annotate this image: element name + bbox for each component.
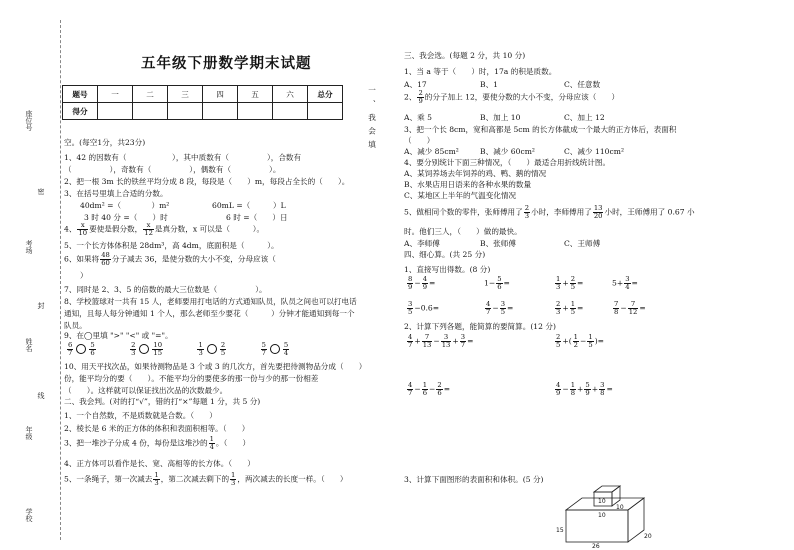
- choice-5-cont: 时。他们三人，（ ）做的最快。: [404, 227, 522, 236]
- calc-item: 5+ $\frac{3}{4}$ =: [612, 275, 638, 291]
- frac-num: 1: [573, 333, 578, 341]
- choice-5-option-a: A、李师傅: [404, 239, 440, 248]
- choice-1-option-a: A、17: [404, 80, 427, 89]
- calc-frac: [422, 334, 433, 349]
- frac-den: 5: [588, 340, 593, 349]
- cut-mark-feng: 封: [37, 302, 45, 309]
- q9-frac: [283, 342, 289, 357]
- q6-text: [64, 252, 276, 267]
- q9-frac: [130, 342, 136, 357]
- q4-text: [64, 222, 264, 237]
- frac-den: 5: [556, 340, 561, 349]
- frac-den: 3: [556, 282, 561, 291]
- j5-prefix: 5、一条绳子，第一次减去: [64, 474, 153, 484]
- calc-frac: [436, 382, 442, 397]
- name-label: 姓名: [25, 338, 33, 352]
- score-header-cell: 四: [203, 86, 238, 103]
- frac-num: 4: [556, 381, 561, 389]
- frac-den: 7: [68, 348, 73, 357]
- judge-2: 2、棱长是 6 米的正方体的体积和表面积相等。（ ）: [64, 424, 250, 433]
- frac-den: 7: [408, 388, 413, 397]
- score-cell[interactable]: [133, 103, 168, 120]
- calc-item: $\frac{2}{3}$ + $\frac{1}{5}$ =: [556, 300, 584, 316]
- c5-frac-den: 3: [524, 211, 530, 220]
- judge-5: [64, 472, 347, 487]
- q5-text: 5、一个长方体体积是 28dm³，高 4dm，底面积是（ ）。: [64, 241, 279, 250]
- q3-item-c: 3 时 40 分 =（ ）时: [84, 213, 168, 222]
- q9-frac: [261, 342, 267, 357]
- frac-num: 2: [570, 275, 576, 283]
- frac-den: 4: [283, 348, 289, 357]
- score-cell[interactable]: [168, 103, 203, 120]
- c5-frac2-num: 13: [593, 204, 603, 212]
- frac-den: 6: [497, 282, 502, 291]
- section4-heading: 四、细心算。(共 25 分): [404, 250, 486, 259]
- calc-part3-heading: 3、计算下面图形的表面积和体积。(5 分): [404, 475, 544, 484]
- calc-frac: [441, 334, 452, 349]
- q4-middle: 要使是假分数，: [89, 224, 143, 234]
- frac-num: 1: [570, 300, 576, 308]
- compare-circle[interactable]: [270, 344, 280, 354]
- q4-prefix: 4、: [64, 224, 77, 234]
- score-row-label: 得分: [63, 103, 98, 120]
- score-table-score-row: [63, 103, 343, 120]
- c5-suffix: 小时，王师傅用了 0.67 小: [604, 207, 695, 217]
- cut-mark-xian: 线: [37, 392, 45, 399]
- q4-frac2-num: x: [143, 222, 154, 230]
- frac-num: 1: [588, 333, 593, 341]
- choice-2: [404, 90, 619, 105]
- frac-num: 7: [614, 300, 619, 308]
- choice-3-option-a: A、减少 85cm²: [404, 147, 459, 156]
- choice-1-option-c: C、任意数: [564, 80, 601, 89]
- q9-frac: [220, 342, 226, 357]
- frac-den: 9: [556, 388, 561, 397]
- frac-num: 3: [460, 333, 466, 341]
- frac-num: 3: [500, 300, 506, 308]
- frac-num: 2: [131, 341, 136, 349]
- frac-num: 5: [585, 381, 590, 389]
- frac-num: 7: [628, 301, 639, 309]
- calc-frac: [599, 382, 605, 397]
- frac-num: 3: [625, 275, 630, 283]
- frac-den: 6: [437, 388, 442, 397]
- frac-den: 13: [441, 340, 451, 349]
- j5-suffix: ，两次减去的长度一样。（ ）: [237, 474, 348, 484]
- frac-den: 9: [585, 388, 590, 397]
- q4-fraction-1: [77, 222, 88, 237]
- q10-text-cont2: （ ）。这样就可以保证找出次品的次数最少。: [64, 386, 228, 395]
- frac-den: 8: [600, 388, 605, 397]
- j5-fraction-2: [230, 472, 236, 487]
- exam-room-label: 考场: [25, 240, 33, 254]
- frac-num: 3: [441, 334, 452, 342]
- frac-num: 2: [437, 381, 442, 389]
- q6-fraction: [100, 252, 111, 267]
- frac-num: 4: [408, 381, 413, 389]
- j3-frac-den: 4: [209, 442, 214, 451]
- j5-fraction-1: [153, 472, 159, 487]
- q6-frac-den: 60: [101, 258, 110, 267]
- j5-frac-num: 1: [154, 471, 159, 479]
- q3-text: 3、在括号里填上合适的分数。: [64, 189, 168, 198]
- frac-num: 1: [422, 381, 428, 389]
- calc-frac: [460, 334, 466, 349]
- fig-label-20: 20: [644, 533, 652, 540]
- frac-den: 3: [131, 348, 136, 357]
- fig-label-10a: 10: [598, 498, 606, 505]
- calc-item: $\frac{1}{3}$ + $\frac{2}{5}$ =: [556, 275, 584, 291]
- calc-frac: [628, 301, 639, 316]
- frac-den: 6: [422, 388, 428, 397]
- q9-frac: [89, 342, 95, 357]
- j5-middle: ，第二次减去剩下的: [160, 474, 230, 484]
- calc-frac: [555, 301, 561, 316]
- exam-title: 五年级下册数学期末试题: [141, 55, 312, 72]
- simplify-item-b: $\frac{2}{5}$ +( $\frac{1}{2}$ − $\frac{1}{5}$ )=: [556, 333, 605, 349]
- frac-den: 5: [570, 282, 576, 291]
- frac-num: 1: [570, 381, 576, 389]
- q8-text-cont2: 队员。: [64, 321, 87, 330]
- frac-den: 6: [90, 348, 95, 357]
- seat-number-label: 座位号: [25, 110, 33, 131]
- frac-num: 1: [556, 275, 561, 283]
- c2-prefix: 2、: [404, 92, 417, 102]
- q3-item-b: 60mL =（ ）L: [212, 201, 286, 210]
- calc-frac: [555, 334, 561, 349]
- q8-text: 8、学校篮球对一共有 15 人，老师要用打电话的方式通知队员，队员之间也可以打电话: [64, 297, 357, 306]
- q9-item: [260, 341, 291, 357]
- q1-text-cont: （ ），奇数有（ ），偶数有（ ）。: [64, 165, 281, 174]
- frac-num: 3: [408, 300, 413, 308]
- calc-frac: [407, 301, 413, 316]
- calc-frac: [422, 276, 428, 291]
- frac-num: 2: [556, 300, 561, 308]
- frac-den: 7: [408, 340, 413, 349]
- section1-heading: 空。(每空1分，共23分): [64, 138, 146, 147]
- q4-suffix: 是真分数，x 可以是（ ）。: [154, 224, 265, 234]
- q4-fraction-2: [143, 222, 154, 237]
- judge-3: [64, 436, 250, 451]
- c5-middle: 小时，李师傅用了: [531, 207, 592, 217]
- q9-item: [66, 341, 99, 357]
- frac-den: 5: [570, 307, 576, 316]
- score-header-cell: 题号: [63, 86, 98, 103]
- frac-num: 4: [486, 300, 491, 308]
- choice-5: [404, 205, 695, 220]
- frac-num: 3: [600, 381, 605, 389]
- choice-4-option-a: A、某饲养场去年饲养的鸡、鸭、鹅的情况: [404, 169, 547, 178]
- frac-den: 7: [460, 340, 466, 349]
- q9-item: [196, 341, 229, 357]
- q10-text: 10、用天平找次品，如果待测物品是 3 个或 3 的几次方，首先要把待测物品分成（ ）: [64, 362, 367, 371]
- score-table: [62, 85, 343, 120]
- c5-fraction-2: [593, 205, 604, 220]
- calc-part2-heading: 2、计算下列各题，能简算的要简算。(12 分): [404, 322, 556, 331]
- c5-fraction-1: [524, 205, 530, 220]
- calc-frac: [496, 276, 502, 291]
- calc-frac: [407, 334, 413, 349]
- calc-frac: [407, 382, 413, 397]
- score-header-cell: 六: [273, 86, 308, 103]
- calc-frac: [485, 301, 491, 316]
- fig-label-26: 26: [592, 543, 600, 548]
- choice-3-option-b: B、减少 60cm²: [480, 147, 535, 156]
- c2-suffix: 的分子加上 12，要使分数的大小不变，分母应该（ ）: [424, 92, 620, 102]
- q4-frac-den: 10: [78, 228, 88, 237]
- choice-2-option-a: A、乘 5: [404, 113, 432, 122]
- q7-text: 7、同时是 2、3、5 的倍数的最大三位数是（ ）。: [64, 285, 267, 294]
- q3-item-d: 6 时 =（ ）日: [226, 213, 288, 222]
- calc-frac: [573, 334, 579, 349]
- choice-4-option-c: C、某地区上半年的气温变化情况: [404, 191, 517, 200]
- score-cell[interactable]: [203, 103, 238, 120]
- q10-text-cont: 份，能平均分的要（ ）。不能平均分的要使多的那一份与少的那一份相差: [64, 374, 319, 383]
- calc-frac: [500, 301, 506, 316]
- frac-num: 4: [422, 275, 428, 283]
- solid-figure: [554, 478, 664, 548]
- frac-den: 5: [220, 348, 226, 357]
- calc-frac: [570, 301, 576, 316]
- q1-text: 1、42 的因数有（ ），其中质数有（ ），合数有: [64, 153, 302, 162]
- calc-frac: [555, 276, 561, 291]
- score-cell[interactable]: [308, 103, 343, 120]
- section1-side-heading: 一、我会填: [367, 86, 377, 154]
- frac-den: 2: [573, 340, 578, 349]
- q9-comparisons: [66, 342, 290, 357]
- choice-1: 1、当 a 等于（ ）时，17a 的积是质数。: [404, 67, 557, 76]
- frac-num: 4: [408, 333, 413, 341]
- calc-frac: [587, 334, 593, 349]
- j5-frac2-den: 3: [231, 478, 236, 487]
- q9-text: 9、在◯里填 ">" "<" 或 "="。: [64, 331, 173, 340]
- section2-heading: 二、我会判。(对的打“√”，错的打“×”每题 1 分，共 5 分): [64, 397, 261, 406]
- frac-den: 15: [153, 348, 163, 357]
- calc-item: $\frac{8}{9}$ − $\frac{4}{9}$ =: [408, 275, 436, 291]
- cut-mark-mi: 密: [37, 188, 45, 195]
- q9-item: [129, 341, 166, 357]
- choice-4-option-b: B、水果店用日语来的各种水果的数量: [404, 180, 532, 189]
- choice-3-option-c: C、减少 110cm²: [564, 147, 624, 156]
- frac-den: 5: [408, 307, 413, 316]
- c2-frac-num: 2: [418, 89, 423, 97]
- frac-num: 7: [422, 334, 433, 342]
- calc-frac: [624, 276, 630, 291]
- q4-frac2-den: 12: [144, 228, 153, 237]
- calc-frac: [422, 382, 428, 397]
- binding-line: [60, 20, 61, 540]
- choice-1-option-b: B、1: [480, 80, 499, 89]
- simplify-item-d: $\frac{4}{9}$ − $\frac{1}{8}$ + $\frac{5}{9}$ + $\frac{3}{8}$ =: [556, 381, 613, 397]
- small-cube-side: [612, 486, 620, 506]
- q2-text: 2、把一根 3m 长的铁丝平均分成 8 段，每段是（ ）m，每段占全长的（ ）。: [64, 177, 350, 186]
- fig-label-10c: 10: [598, 512, 606, 519]
- j3-fraction: [209, 436, 215, 451]
- judge-4: 4、正方体可以看作是长、宽、高相等的长方体。（ ）: [64, 459, 255, 468]
- frac-den: 9: [408, 282, 413, 291]
- c2-frac-den: 9: [418, 96, 423, 105]
- q9-frac: [152, 342, 163, 357]
- frac-den: 8: [570, 388, 576, 397]
- j3-prefix: 3、把一堆沙子分成 4 份，每份是这堆沙的: [64, 438, 208, 448]
- frac-den: 3: [556, 307, 561, 316]
- choice-2-option-c: C、加上 12: [564, 113, 605, 122]
- school-label: 学校: [25, 508, 33, 522]
- score-header-cell: 三: [168, 86, 203, 103]
- c5-prefix: 5、做相同个数的零件，张师傅用了: [404, 207, 523, 217]
- frac-num: 5: [90, 341, 95, 349]
- calc-frac: [570, 276, 576, 291]
- calc-frac: [555, 382, 561, 397]
- grade-label: 年级: [25, 426, 33, 440]
- q9-frac: [67, 342, 73, 357]
- frac-den: 13: [422, 340, 432, 349]
- q6-frac-num: 48: [101, 251, 110, 259]
- score-header-cell: 五: [238, 86, 273, 103]
- frac-den: 5: [500, 307, 506, 316]
- section3-heading: 三、我会选。(每题 2 分，共 10 分): [404, 51, 526, 60]
- frac-num: 5: [283, 341, 289, 349]
- frac-num: 8: [408, 275, 413, 283]
- simplify-item-a: $\frac{4}{7}$ + $\frac{7}{13}$ − $\frac{3}{13}$ + $\frac{3}{7}$ =: [408, 333, 474, 349]
- frac-den: 9: [422, 282, 428, 291]
- choice-3-cont: （ ）: [404, 136, 435, 145]
- frac-num: 1: [198, 341, 203, 349]
- frac-den: 4: [625, 282, 630, 291]
- calc-frac: [407, 276, 413, 291]
- frac-num: 5: [497, 275, 502, 283]
- q6-text-cont: ）: [80, 271, 88, 280]
- frac-den: 12: [628, 307, 638, 316]
- calc-item: $\frac{3}{5}$ −0.6=: [408, 300, 440, 316]
- calc-frac: [570, 382, 576, 397]
- binding-strip: [10, 40, 50, 540]
- score-header-cell: 一: [98, 86, 133, 103]
- calc-frac: [584, 382, 590, 397]
- choice-5-option-c: C、王师傅: [564, 239, 601, 248]
- score-cell[interactable]: [238, 103, 273, 120]
- c5-frac2-den: 20: [593, 211, 603, 220]
- j5-frac2-num: 1: [231, 471, 236, 479]
- j3-frac-num: 1: [209, 435, 214, 443]
- c2-fraction: [417, 90, 423, 105]
- frac-num: 2: [220, 341, 226, 349]
- big-box-side: [628, 498, 644, 542]
- q6-suffix: 分子减去 36，是使分数的大小不变，分母应该（: [111, 254, 276, 264]
- c5-frac-num: 2: [524, 204, 530, 212]
- q6-prefix: 6、如果将: [64, 254, 100, 264]
- compare-circle[interactable]: [76, 344, 86, 354]
- simplify-item-c: $\frac{4}{7}$ − $\frac{1}{6}$ − $\frac{2}{6}$ =: [408, 381, 451, 397]
- score-header-cell: 总分: [308, 86, 343, 103]
- frac-num: 10: [153, 341, 163, 349]
- score-header-cell: 二: [133, 86, 168, 103]
- choice-2-option-b: B、加上 10: [480, 113, 521, 122]
- score-cell[interactable]: [98, 103, 133, 120]
- frac-den: 8: [614, 307, 619, 316]
- fig-label-10b: 10: [616, 504, 624, 511]
- frac-num: 5: [261, 341, 266, 349]
- j5-frac-den: 3: [154, 478, 159, 487]
- frac-num: 2: [556, 333, 561, 341]
- q3-item-a: 40dm² =（ ）m²: [80, 201, 170, 210]
- choice-5-option-b: B、张师傅: [480, 239, 516, 248]
- calc-item: $\frac{4}{7}$ − $\frac{3}{5}$ =: [486, 300, 514, 316]
- choice-3: 3、把一个长 8cm，宽和高都是 5cm 的长方体截成一个最大的正方体后，表面积: [404, 125, 677, 134]
- calc-frac: [613, 301, 619, 316]
- frac-den: 7: [486, 307, 491, 316]
- big-box-front: [566, 510, 628, 542]
- fig-label-15: 15: [556, 527, 564, 534]
- compare-circle[interactable]: [207, 344, 217, 354]
- calc-item: $\frac{7}{8}$ − $\frac{7}{12}$ =: [614, 300, 646, 316]
- score-table-header-row: [63, 86, 343, 103]
- q8-text-cont: 通知，且每人每分钟通知 1 个人，那么老师至少要花（ ）分钟才能通知到每一个: [64, 309, 355, 318]
- frac-den: 3: [198, 348, 203, 357]
- compare-circle[interactable]: [139, 344, 149, 354]
- frac-num: 6: [68, 341, 73, 349]
- calc-item: 1− $\frac{5}{6}$ =: [484, 275, 510, 291]
- score-cell[interactable]: [273, 103, 308, 120]
- calc-part1-heading: 1、直接写出得数。(8 分): [404, 265, 491, 274]
- frac-den: 7: [261, 348, 266, 357]
- q9-frac: [197, 342, 203, 357]
- j3-suffix: 。（ ）: [215, 438, 251, 448]
- q4-frac-num: x: [77, 222, 88, 230]
- judge-1: 1、一个自然数，不是质数就是合数。（ ）: [64, 411, 217, 420]
- choice-4: 4、要分别统计下面三种情况，（ ）最适合用折线统计图。: [404, 158, 611, 167]
